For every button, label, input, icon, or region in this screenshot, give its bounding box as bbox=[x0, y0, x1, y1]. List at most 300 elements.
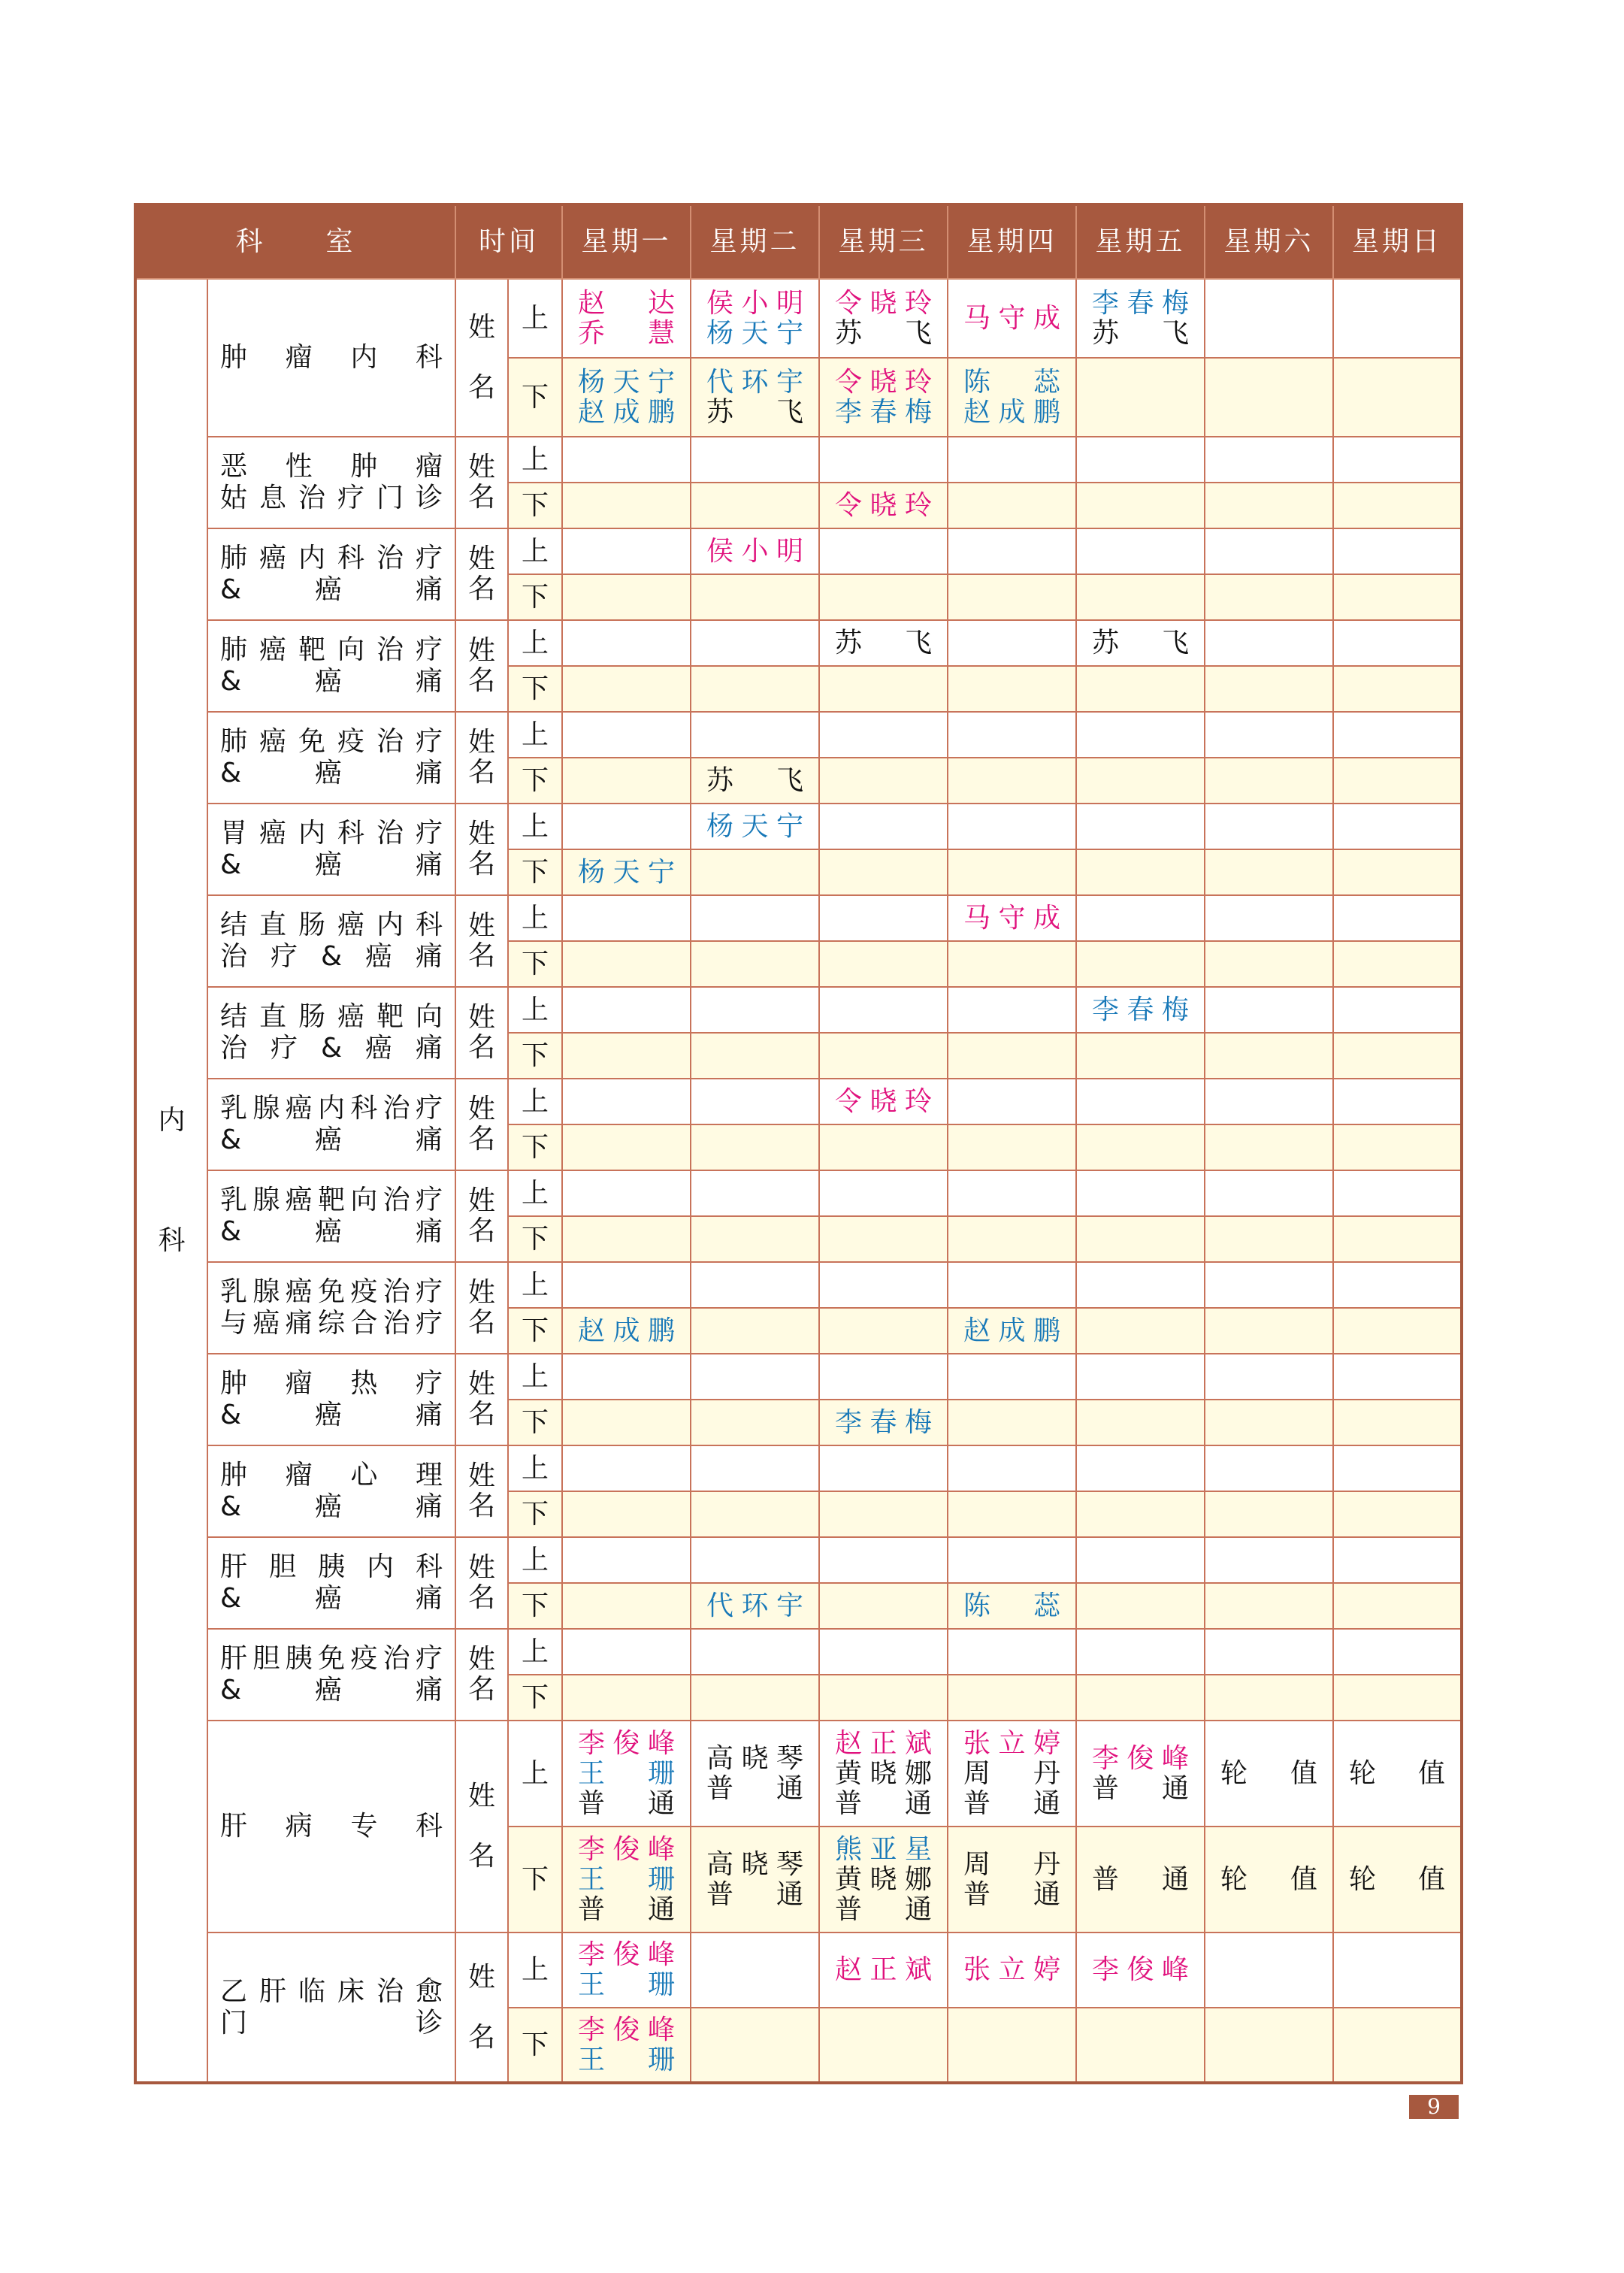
schedule-cell bbox=[948, 1445, 1076, 1491]
schedule-cell bbox=[948, 1583, 1076, 1629]
clinic-name bbox=[207, 987, 455, 1079]
schedule-row bbox=[135, 804, 1462, 849]
schedule-cell bbox=[1333, 895, 1462, 941]
schedule-cell bbox=[948, 437, 1076, 483]
clinic-name-line: 肝胆胰内科 bbox=[220, 1551, 443, 1582]
schedule-cell bbox=[1076, 1933, 1205, 2008]
schedule-cell bbox=[1333, 1308, 1462, 1354]
doctor-name: 李俊峰 bbox=[578, 1727, 676, 1759]
period-am: 上 bbox=[508, 1445, 562, 1491]
doctor-name: 李春梅 bbox=[835, 1406, 933, 1438]
clinic-name-line: & 癌 痛 bbox=[220, 1400, 443, 1430]
schedule-cell bbox=[562, 620, 691, 666]
schedule-cell bbox=[691, 574, 819, 620]
schedule-cell bbox=[1076, 1445, 1205, 1491]
name-label bbox=[455, 528, 508, 620]
name-label bbox=[455, 1933, 508, 2083]
name-label bbox=[455, 620, 508, 712]
schedule-cell bbox=[1333, 620, 1462, 666]
schedule-cell bbox=[1205, 620, 1333, 666]
schedule-row bbox=[135, 528, 1462, 574]
doctor-name: 赵 达 bbox=[578, 287, 676, 319]
schedule-cell bbox=[1205, 1124, 1333, 1170]
period-pm: 下 bbox=[508, 1033, 562, 1079]
schedule-cell bbox=[1205, 1827, 1333, 1933]
schedule-row bbox=[135, 1445, 1462, 1491]
name-label-char: 名 bbox=[468, 1032, 496, 1063]
schedule-cell bbox=[691, 1445, 819, 1491]
clinic-name-line: 结直肠癌靶向 bbox=[220, 1001, 443, 1032]
header-day: 星期四 bbox=[948, 204, 1076, 279]
schedule-cell bbox=[819, 1033, 948, 1079]
clinic-name bbox=[207, 528, 455, 620]
doctor-name: 普 通 bbox=[706, 1772, 804, 1804]
schedule-cell bbox=[819, 1491, 948, 1537]
schedule-cell bbox=[562, 279, 691, 358]
period-pm: 下 bbox=[508, 1491, 562, 1537]
schedule-cell bbox=[562, 1721, 691, 1827]
schedule-cell bbox=[1333, 758, 1462, 804]
doctor-name: 苏 飞 bbox=[706, 396, 804, 428]
doctor-name: 马守成 bbox=[963, 302, 1061, 334]
period-am: 上 bbox=[508, 1537, 562, 1583]
schedule-cell bbox=[819, 1262, 948, 1308]
clinic-name-line: & 癌 痛 bbox=[220, 758, 443, 788]
doctor-name: 普 通 bbox=[1092, 1772, 1190, 1804]
doctor-name: 杨天宁 bbox=[706, 317, 804, 349]
schedule-cell bbox=[1205, 987, 1333, 1033]
name-label bbox=[455, 1629, 508, 1721]
schedule-cell bbox=[948, 1629, 1076, 1675]
schedule-cell bbox=[1205, 1033, 1333, 1079]
schedule-cell bbox=[948, 279, 1076, 358]
schedule-cell bbox=[948, 666, 1076, 712]
name-label-char: 姓 bbox=[468, 1277, 496, 1308]
clinic-name bbox=[207, 712, 455, 804]
clinic-name bbox=[207, 1079, 455, 1170]
clinic-name-line: 治疗&癌痛 bbox=[220, 941, 443, 972]
schedule-cell bbox=[819, 574, 948, 620]
schedule-cell bbox=[691, 1583, 819, 1629]
schedule-cell bbox=[1333, 1583, 1462, 1629]
doctor-name: 代环宇 bbox=[706, 1590, 804, 1621]
doctor-name: 苏 飞 bbox=[835, 317, 933, 349]
clinic-name-line: 与癌痛综合治疗 bbox=[220, 1308, 443, 1339]
schedule-cell bbox=[948, 849, 1076, 895]
schedule-cell bbox=[1076, 1262, 1205, 1308]
schedule-cell bbox=[562, 1308, 691, 1354]
doctor-name: 令晓玲 bbox=[835, 1085, 933, 1117]
schedule-cell bbox=[562, 1216, 691, 1262]
schedule-cell bbox=[691, 666, 819, 712]
name-label bbox=[455, 279, 508, 437]
clinic-name bbox=[207, 1933, 455, 2083]
schedule-cell bbox=[1076, 1033, 1205, 1079]
schedule-cell bbox=[1076, 1079, 1205, 1124]
name-label bbox=[455, 1354, 508, 1445]
doctor-name: 轮 值 bbox=[1220, 1757, 1318, 1789]
schedule-cell bbox=[1333, 1675, 1462, 1721]
doctor-name: 杨天宁 bbox=[578, 856, 676, 888]
schedule-cell bbox=[819, 2008, 948, 2083]
doctor-name: 普 通 bbox=[1092, 1863, 1190, 1895]
doctor-name: 李俊峰 bbox=[1092, 1742, 1190, 1774]
period-am: 上 bbox=[508, 437, 562, 483]
schedule-cell bbox=[1333, 358, 1462, 437]
schedule-cell bbox=[562, 574, 691, 620]
name-label-char: 名 bbox=[468, 757, 496, 788]
schedule-cell bbox=[1205, 804, 1333, 849]
schedule-row bbox=[135, 1537, 1462, 1583]
schedule-cell bbox=[819, 1583, 948, 1629]
doctor-name: 代环宇 bbox=[706, 366, 804, 398]
schedule-cell bbox=[691, 2008, 819, 2083]
schedule-cell bbox=[691, 1629, 819, 1675]
schedule-cell bbox=[1205, 483, 1333, 528]
schedule-cell bbox=[691, 1675, 819, 1721]
schedule-cell bbox=[562, 1170, 691, 1216]
doctor-name: 轮 值 bbox=[1349, 1757, 1446, 1789]
schedule-cell bbox=[562, 758, 691, 804]
clinic-name-line: & 癌 痛 bbox=[220, 666, 443, 697]
schedule-cell bbox=[948, 1308, 1076, 1354]
doctor-name: 李俊峰 bbox=[578, 2014, 676, 2045]
schedule-cell bbox=[819, 1933, 948, 2008]
name-label-char: 名 bbox=[468, 372, 496, 403]
name-label bbox=[455, 895, 508, 987]
name-label-char: 名 bbox=[468, 1841, 496, 1872]
schedule-cell bbox=[691, 712, 819, 758]
schedule-cell bbox=[1333, 1721, 1462, 1827]
schedule-cell bbox=[948, 1721, 1076, 1827]
schedule-cell bbox=[948, 528, 1076, 574]
schedule-cell bbox=[1205, 1583, 1333, 1629]
schedule-cell bbox=[691, 1400, 819, 1445]
period-am: 上 bbox=[508, 620, 562, 666]
schedule-cell bbox=[948, 1033, 1076, 1079]
schedule-cell bbox=[819, 712, 948, 758]
schedule-cell bbox=[819, 987, 948, 1033]
schedule-cell bbox=[1076, 483, 1205, 528]
schedule-cell bbox=[691, 528, 819, 574]
schedule-cell bbox=[1076, 1675, 1205, 1721]
schedule-cell bbox=[819, 358, 948, 437]
doctor-name: 赵成鹏 bbox=[963, 1315, 1061, 1346]
schedule-cell bbox=[562, 1675, 691, 1721]
name-label-char: 姓 bbox=[468, 1781, 496, 1811]
header-day: 星期二 bbox=[691, 204, 819, 279]
header-row bbox=[135, 204, 1462, 279]
schedule-row bbox=[135, 1079, 1462, 1124]
clinic-name-line: & 癌 痛 bbox=[220, 1491, 443, 1522]
schedule-cell bbox=[819, 1079, 948, 1124]
schedule-cell bbox=[1076, 712, 1205, 758]
schedule-cell bbox=[691, 1033, 819, 1079]
clinic-name bbox=[207, 620, 455, 712]
schedule-cell bbox=[948, 2008, 1076, 2083]
doctor-name: 普 通 bbox=[835, 1787, 933, 1819]
name-label-char: 名 bbox=[468, 2021, 496, 2053]
doctor-name: 陈 蕊 bbox=[963, 366, 1061, 398]
schedule-cell bbox=[1333, 528, 1462, 574]
schedule-cell bbox=[819, 666, 948, 712]
department-char: 科 bbox=[158, 1224, 186, 1256]
name-label bbox=[455, 1170, 508, 1262]
schedule-cell bbox=[1076, 1308, 1205, 1354]
clinic-name-line: 乳腺癌免疫治疗 bbox=[220, 1276, 443, 1307]
schedule-cell bbox=[1076, 2008, 1205, 2083]
schedule-cell bbox=[691, 849, 819, 895]
doctor-name: 普 通 bbox=[963, 1878, 1061, 1910]
schedule-cell bbox=[948, 1675, 1076, 1721]
schedule-cell bbox=[1076, 279, 1205, 358]
clinic-name-line: 乙肝临床治愈 bbox=[220, 1975, 443, 2007]
doctor-name: 轮 值 bbox=[1349, 1863, 1446, 1895]
schedule-cell bbox=[819, 941, 948, 987]
schedule-cell bbox=[948, 483, 1076, 528]
schedule-cell bbox=[948, 1079, 1076, 1124]
schedule-cell bbox=[691, 1262, 819, 1308]
schedule-cell bbox=[1205, 279, 1333, 358]
schedule-cell bbox=[1205, 574, 1333, 620]
schedule-cell bbox=[1076, 941, 1205, 987]
clinic-name-line: 肿 瘤 内 科 bbox=[220, 342, 443, 373]
period-am: 上 bbox=[508, 1629, 562, 1675]
schedule-cell bbox=[1205, 1629, 1333, 1675]
schedule-cell bbox=[948, 1354, 1076, 1400]
schedule-row bbox=[135, 987, 1462, 1033]
schedule-cell bbox=[1205, 1216, 1333, 1262]
schedule-cell bbox=[1333, 666, 1462, 712]
period-pm: 下 bbox=[508, 2008, 562, 2083]
schedule-cell bbox=[1205, 1933, 1333, 2008]
doctor-name: 侯小明 bbox=[706, 535, 804, 567]
period-pm: 下 bbox=[508, 1827, 562, 1933]
schedule-cell bbox=[1333, 1933, 1462, 2008]
schedule-cell bbox=[819, 1721, 948, 1827]
schedule-cell bbox=[562, 987, 691, 1033]
schedule-cell bbox=[1333, 1170, 1462, 1216]
schedule-cell bbox=[819, 620, 948, 666]
schedule-cell bbox=[1076, 1827, 1205, 1933]
schedule-cell bbox=[691, 895, 819, 941]
schedule-cell bbox=[948, 574, 1076, 620]
doctor-name: 杨天宁 bbox=[578, 366, 676, 398]
name-label-char: 名 bbox=[468, 574, 496, 604]
name-label bbox=[455, 804, 508, 895]
name-label-char: 姓 bbox=[468, 1094, 496, 1124]
schedule-cell bbox=[819, 758, 948, 804]
clinic-name-line: & 癌 痛 bbox=[220, 1216, 443, 1247]
schedule-cell bbox=[1076, 849, 1205, 895]
name-label bbox=[455, 1079, 508, 1170]
schedule-cell bbox=[1076, 1721, 1205, 1827]
schedule-cell bbox=[1076, 1124, 1205, 1170]
clinic-name bbox=[207, 437, 455, 528]
schedule-cell bbox=[562, 437, 691, 483]
schedule-cell bbox=[1205, 2008, 1333, 2083]
schedule-cell bbox=[1076, 1537, 1205, 1583]
schedule-cell bbox=[1205, 1537, 1333, 1583]
period-pm: 下 bbox=[508, 666, 562, 712]
doctor-name: 高晓琴 bbox=[706, 1848, 804, 1880]
doctor-name: 赵成鹏 bbox=[578, 396, 676, 428]
schedule-cell bbox=[1076, 987, 1205, 1033]
schedule-cell bbox=[819, 1216, 948, 1262]
schedule-cell bbox=[819, 1675, 948, 1721]
schedule-cell bbox=[948, 1491, 1076, 1537]
doctor-name: 高晓琴 bbox=[706, 1742, 804, 1774]
name-label-char: 姓 bbox=[468, 910, 496, 941]
schedule-cell bbox=[1076, 804, 1205, 849]
period-am: 上 bbox=[508, 712, 562, 758]
schedule-cell bbox=[691, 620, 819, 666]
doctor-name: 李春梅 bbox=[1092, 994, 1190, 1025]
schedule-cell bbox=[562, 941, 691, 987]
clinic-name-line: 肝 病 专 科 bbox=[220, 1811, 443, 1842]
schedule-cell bbox=[819, 895, 948, 941]
schedule-cell bbox=[948, 758, 1076, 804]
schedule-cell bbox=[562, 1079, 691, 1124]
schedule-cell bbox=[691, 1170, 819, 1216]
schedule-cell bbox=[819, 1308, 948, 1354]
period-am: 上 bbox=[508, 895, 562, 941]
schedule-cell bbox=[691, 1079, 819, 1124]
doctor-name: 普 通 bbox=[578, 1787, 676, 1819]
doctor-name: 苏 飞 bbox=[835, 627, 933, 658]
period-am: 上 bbox=[508, 1079, 562, 1124]
schedule-cell bbox=[562, 528, 691, 574]
schedule-cell bbox=[562, 358, 691, 437]
doctor-name: 乔 慧 bbox=[578, 317, 676, 349]
schedule-cell bbox=[948, 1170, 1076, 1216]
period-pm: 下 bbox=[508, 941, 562, 987]
schedule-cell bbox=[819, 279, 948, 358]
schedule-cell bbox=[1076, 758, 1205, 804]
name-label-char: 名 bbox=[468, 482, 496, 513]
schedule-cell bbox=[948, 1827, 1076, 1933]
header-day: 星期一 bbox=[562, 204, 691, 279]
name-label-char: 姓 bbox=[468, 312, 496, 343]
clinic-name-line: 门 诊 bbox=[220, 2007, 443, 2038]
schedule-cell bbox=[562, 712, 691, 758]
schedule-cell bbox=[562, 1629, 691, 1675]
clinic-name-line: & 癌 痛 bbox=[220, 574, 443, 605]
name-label-char: 姓 bbox=[468, 635, 496, 666]
doctor-name: 王 珊 bbox=[578, 1969, 676, 2000]
clinic-name-line: 乳腺癌内科治疗 bbox=[220, 1093, 443, 1124]
clinic-name-line: & 癌 痛 bbox=[220, 1124, 443, 1155]
schedule-cell bbox=[1076, 528, 1205, 574]
schedule-row bbox=[135, 437, 1462, 483]
schedule-cell bbox=[1205, 1491, 1333, 1537]
schedule-cell bbox=[562, 1933, 691, 2008]
schedule-cell bbox=[948, 712, 1076, 758]
department-char: 内 bbox=[158, 1104, 186, 1136]
doctor-name: 李俊峰 bbox=[1092, 1954, 1190, 1985]
doctor-name: 王 珊 bbox=[578, 1863, 676, 1895]
schedule-cell bbox=[1333, 1537, 1462, 1583]
schedule-cell bbox=[1205, 758, 1333, 804]
doctor-name: 赵正斌 bbox=[835, 1954, 933, 1985]
schedule-cell bbox=[691, 1537, 819, 1583]
clinic-name-line: 治疗&癌痛 bbox=[220, 1033, 443, 1064]
schedule-cell bbox=[691, 1216, 819, 1262]
schedule-cell bbox=[819, 1827, 948, 1933]
period-pm: 下 bbox=[508, 1400, 562, 1445]
name-label-char: 姓 bbox=[468, 1369, 496, 1400]
schedule-cell bbox=[819, 1445, 948, 1491]
name-label-char: 姓 bbox=[468, 1185, 496, 1216]
schedule-cell bbox=[1076, 666, 1205, 712]
schedule-cell bbox=[819, 1537, 948, 1583]
schedule-cell bbox=[948, 895, 1076, 941]
schedule-row bbox=[135, 620, 1462, 666]
schedule-cell bbox=[1205, 528, 1333, 574]
name-label bbox=[455, 437, 508, 528]
name-label bbox=[455, 1537, 508, 1629]
schedule-cell bbox=[1076, 1583, 1205, 1629]
schedule-cell bbox=[1333, 483, 1462, 528]
schedule-cell bbox=[819, 1629, 948, 1675]
schedule-row bbox=[135, 1354, 1462, 1400]
period-am: 上 bbox=[508, 987, 562, 1033]
schedule-cell bbox=[1333, 1445, 1462, 1491]
doctor-name: 李春梅 bbox=[1092, 287, 1190, 319]
schedule-cell bbox=[819, 1170, 948, 1216]
name-label bbox=[455, 1262, 508, 1354]
schedule-row bbox=[135, 1629, 1462, 1675]
name-label-char: 姓 bbox=[468, 1644, 496, 1675]
schedule-cell bbox=[1333, 1033, 1462, 1079]
doctor-name: 令晓玲 bbox=[835, 366, 933, 398]
doctor-name: 杨天宁 bbox=[706, 810, 804, 842]
clinic-name-line: & 癌 痛 bbox=[220, 1675, 443, 1706]
doctor-name: 李春梅 bbox=[835, 396, 933, 428]
schedule-cell bbox=[1205, 358, 1333, 437]
schedule-cell bbox=[1076, 1400, 1205, 1445]
schedule-cell bbox=[948, 620, 1076, 666]
name-label-char: 名 bbox=[468, 1307, 496, 1338]
name-label-char: 名 bbox=[468, 940, 496, 971]
schedule-row bbox=[135, 712, 1462, 758]
schedule-cell bbox=[562, 2008, 691, 2083]
period-am: 上 bbox=[508, 1262, 562, 1308]
schedule-cell bbox=[691, 279, 819, 358]
schedule-cell bbox=[562, 1827, 691, 1933]
schedule-cell bbox=[948, 1262, 1076, 1308]
clinic-name-line: 乳腺癌靶向治疗 bbox=[220, 1185, 443, 1215]
schedule-cell bbox=[691, 1721, 819, 1827]
name-label-char: 名 bbox=[468, 1582, 496, 1613]
schedule-cell bbox=[1205, 437, 1333, 483]
clinic-name bbox=[207, 804, 455, 895]
schedule-cell bbox=[691, 758, 819, 804]
schedule-cell bbox=[1333, 1216, 1462, 1262]
schedule-cell bbox=[691, 1827, 819, 1933]
doctor-name: 普 通 bbox=[835, 1893, 933, 1925]
schedule-cell bbox=[1076, 1216, 1205, 1262]
schedule-cell bbox=[562, 1354, 691, 1400]
schedule-cell bbox=[1205, 1262, 1333, 1308]
schedule-cell bbox=[819, 483, 948, 528]
period-am: 上 bbox=[508, 804, 562, 849]
schedule-cell bbox=[562, 1124, 691, 1170]
schedule-body bbox=[135, 279, 1462, 2083]
schedule-cell bbox=[1076, 620, 1205, 666]
schedule-cell bbox=[819, 1124, 948, 1170]
clinic-name-line: 恶 性 肿 瘤 bbox=[220, 451, 443, 482]
